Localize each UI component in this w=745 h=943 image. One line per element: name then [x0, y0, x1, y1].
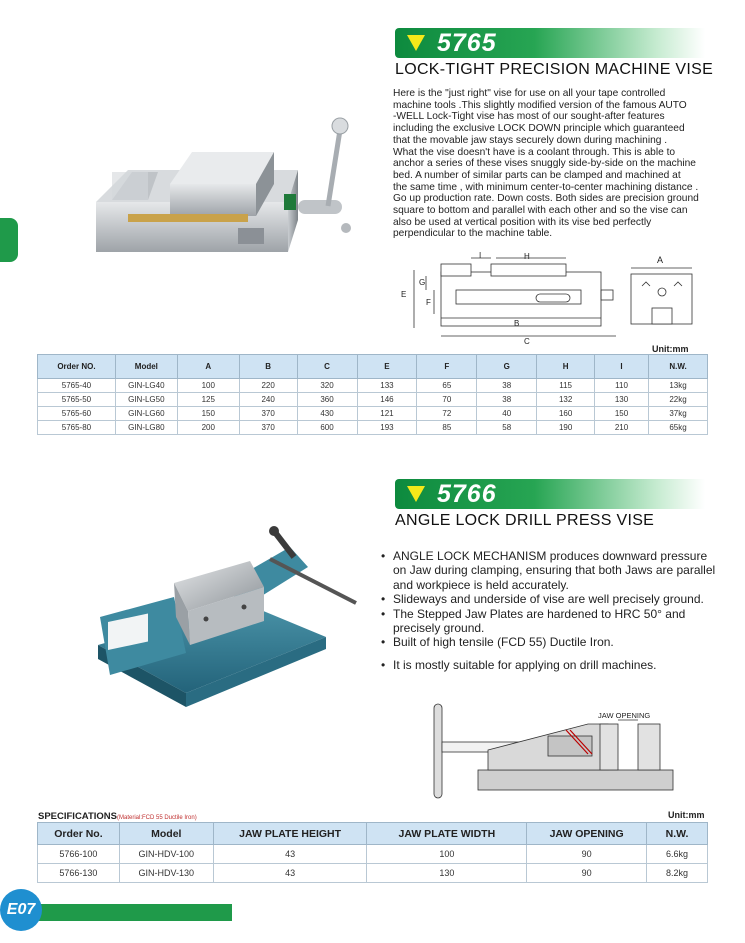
spec-material-note: (Material:FCD 55 Ductile Iron): [117, 815, 197, 821]
table-cell: 132: [537, 393, 595, 407]
list-item: • It is mostly suitable for applying on drill machines.: [381, 658, 723, 672]
machine-vise-photo: [88, 112, 360, 262]
list-item: • Slideways and underside of vise are well precisely ground.: [381, 592, 723, 606]
table-cell: 210: [595, 421, 649, 435]
col-header: JAW PLATE HEIGHT: [213, 823, 367, 845]
list-item: • The Stepped Jaw Plates are hardened to HRC 50° and precisely ground.: [381, 607, 723, 636]
section-number: 5766: [437, 480, 497, 508]
col-header: Model: [115, 355, 177, 379]
col-header: G: [477, 355, 537, 379]
col-header: B: [239, 355, 297, 379]
table-cell: 150: [595, 407, 649, 421]
dim-label-e: E: [401, 290, 407, 299]
table-cell: 190: [537, 421, 595, 435]
table-cell: 200: [177, 421, 239, 435]
col-header: C: [297, 355, 357, 379]
table-cell: 43: [213, 864, 367, 883]
side-section-tab: [0, 218, 18, 262]
table-cell: 13kg: [649, 379, 708, 393]
dim-label-h: H: [524, 252, 530, 261]
list-item: • ANGLE LOCK MECHANISM produces downward pressure on Jaw during clamping, ensuring that both Jaws are parallel and workpiece is held accurately.: [381, 549, 723, 592]
table-header-row: [38, 823, 708, 845]
section-5765-description: Here is the "just right" vise for use on all your tape controlled machine tools .This slightly modified version of the famous AUTO -WELL Lock-Tight vise has most of our sought-after features including the exclusive LOCK DOWN principle which guaranteed that the movable jaw stays securely down during machining . What the vise doesn't have is a coolant through. This is able to anchor a series of these vises snuggly side-by-side on the machine bed. A number of similar parts can be clamped and machined at the same time , with minimum center-to-center machining distance . Go up production rate. Down costs. Both sides are precision ground square to bottom and parallel with each other and so the vise can also be used at vertical position with its vise bed perfectly perpendicular to the machine table.: [393, 88, 699, 240]
col-header: JAW OPENING: [527, 823, 647, 845]
section-5766-features: [381, 549, 723, 672]
dim-label-a: A: [657, 255, 664, 265]
table-cell: 37kg: [649, 407, 708, 421]
table-cell: 5765-60: [38, 407, 116, 421]
table-cell: 70: [417, 393, 477, 407]
table-cell: 370: [239, 407, 297, 421]
page-number-badge: E07: [0, 889, 42, 931]
table-cell: 320: [297, 379, 357, 393]
col-header: JAW PLATE WIDTH: [367, 823, 527, 845]
table-cell: 5765-40: [38, 379, 116, 393]
triangle-icon: [407, 35, 425, 51]
table-cell: 40: [477, 407, 537, 421]
table-cell: GIN-LG50: [115, 393, 177, 407]
table-row: [38, 864, 708, 883]
table-cell: GIN-LG40: [115, 379, 177, 393]
table-row: [38, 845, 708, 864]
spec-heading: SPECIFICATIONS(Material:FCD 55 Ductile Iron): [38, 811, 197, 822]
table-cell: 430: [297, 407, 357, 421]
table-cell: 600: [297, 421, 357, 435]
table-cell: 115: [537, 379, 595, 393]
dim-label-i: I: [479, 252, 482, 260]
spec-table-5766: [37, 822, 708, 883]
section-5765-header: [395, 28, 705, 58]
dim-label-f: F: [426, 298, 431, 307]
col-header: Order NO.: [38, 355, 116, 379]
table-cell: 85: [417, 421, 477, 435]
col-header: Order No.: [38, 823, 120, 845]
handle-lever: [328, 130, 340, 206]
table-cell: 240: [239, 393, 297, 407]
table-row: [38, 421, 708, 435]
table-cell: 150: [177, 407, 239, 421]
col-header: E: [357, 355, 417, 379]
table-cell: 72: [417, 407, 477, 421]
table-cell: 130: [595, 393, 649, 407]
col-header: I: [595, 355, 649, 379]
handle-knob: [332, 118, 348, 134]
vise-dimension-diagram: [396, 252, 621, 347]
table-cell: 160: [537, 407, 595, 421]
dim-label-c: C: [524, 337, 530, 346]
table-cell: 193: [357, 421, 417, 435]
table-cell: 22kg: [649, 393, 708, 407]
table-cell: 5765-80: [38, 421, 116, 435]
table-cell: 58: [477, 421, 537, 435]
spec-table-5765: [37, 354, 708, 435]
table-cell: 146: [357, 393, 417, 407]
table-cell: 100: [177, 379, 239, 393]
table-cell: 90: [527, 845, 647, 864]
table-cell: 6.6kg: [647, 845, 708, 864]
footer-bar: [30, 904, 232, 921]
table-cell: 370: [239, 421, 297, 435]
table-cell: 100: [367, 845, 527, 864]
table-cell: 133: [357, 379, 417, 393]
table-cell: 38: [477, 393, 537, 407]
section-title: ANGLE LOCK DRILL PRESS VISE: [395, 512, 655, 529]
table-row: [38, 407, 708, 421]
triangle-icon: [407, 486, 425, 502]
jaw-opening-diagram: [428, 700, 683, 805]
table-cell: GIN-LG60: [115, 407, 177, 421]
table-cell: 5765-50: [38, 393, 116, 407]
col-header: F: [417, 355, 477, 379]
dim-label-b: B: [514, 319, 520, 328]
col-header: H: [537, 355, 595, 379]
table-cell: GIN-HDV-100: [119, 845, 213, 864]
table-cell: 121: [357, 407, 417, 421]
table-cell: 5766-130: [38, 864, 120, 883]
movable-jaw-top: [170, 152, 274, 184]
table-cell: 38: [477, 379, 537, 393]
movable-jaw-front: [170, 184, 256, 216]
brass-slide: [128, 214, 248, 222]
section-number: 5765: [437, 29, 497, 57]
table-cell: 110: [595, 379, 649, 393]
table-row: [38, 379, 708, 393]
table-cell: 125: [177, 393, 239, 407]
table-cell: 360: [297, 393, 357, 407]
col-header: Model: [119, 823, 213, 845]
col-header: A: [177, 355, 239, 379]
table-cell: 65: [417, 379, 477, 393]
jaw-opening-label: JAW OPENING: [598, 711, 651, 720]
section-5766-header: [395, 479, 705, 509]
table-cell: 90: [527, 864, 647, 883]
handle-hub: [298, 200, 342, 214]
table-header-row: [38, 355, 708, 379]
table-cell: GIN-HDV-130: [119, 864, 213, 883]
unit-label-2: Unit:mm: [668, 810, 705, 820]
table-cell: 8.2kg: [647, 864, 708, 883]
unit-label-1: Unit:mm: [652, 344, 689, 354]
dim-label-g: G: [419, 278, 426, 287]
table-cell: 43: [213, 845, 367, 864]
table-cell: GIN-LG80: [115, 421, 177, 435]
col-header: N.W.: [649, 355, 708, 379]
table-cell: 5766-100: [38, 845, 120, 864]
col-header: N.W.: [647, 823, 708, 845]
drill-press-vise-photo: [94, 525, 364, 715]
table-row: [38, 393, 708, 407]
vise-end-view-diagram: [628, 252, 698, 328]
table-cell: 65kg: [649, 421, 708, 435]
list-item: • Built of high tensile (FCD 55) Ductile Iron.: [381, 635, 723, 649]
table-cell: 220: [239, 379, 297, 393]
table-cell: 130: [367, 864, 527, 883]
section-title: LOCK-TIGHT PRECISION MACHINE VISE: [395, 61, 714, 78]
